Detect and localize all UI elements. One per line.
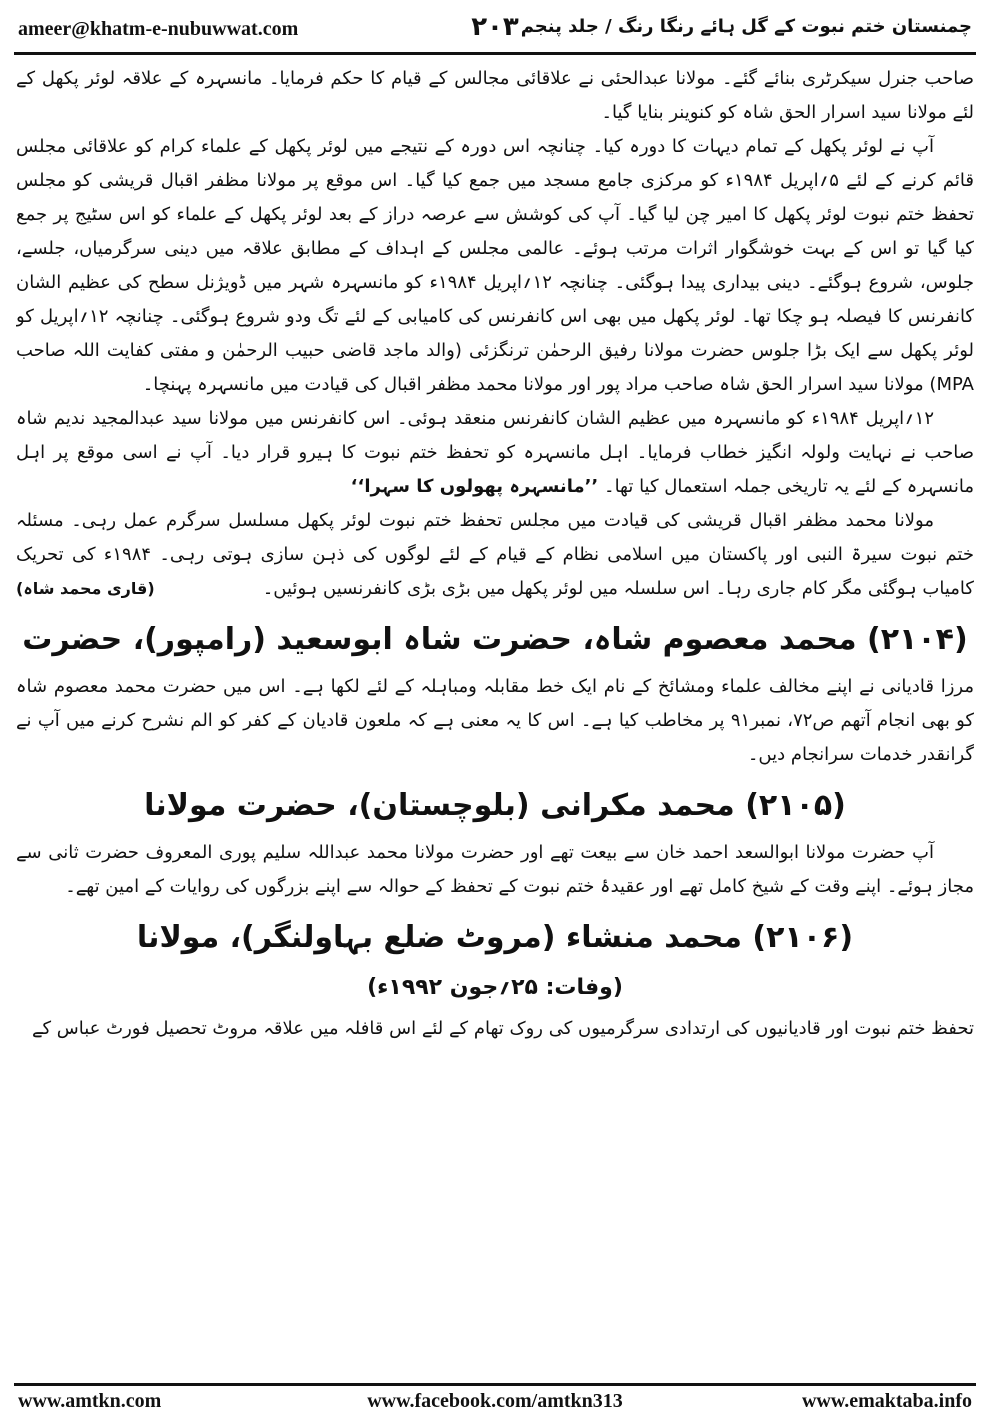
death-date: (وفات: ۲۵؍جون ۱۹۹۲ء) bbox=[367, 975, 623, 1000]
quote: ’’مانسہرہ پھولوں کا سہرا‘‘ bbox=[350, 476, 599, 497]
paragraph bbox=[16, 402, 974, 504]
paragraph: صاحب جنرل سیکرٹری بنائے گئے۔ مولانا عبدالحئی نے علاقائی مجالس کے قیام کا حکم فرمایا۔ مانسہرہ کے علاقہ لوئر پکھل کے لئے مولانا سید اسرار الحق شاہ کو کنوینر بنایا گیا۔ bbox=[16, 68, 974, 123]
paragraph bbox=[16, 504, 974, 606]
paragraph-text: ۱۲؍اپریل ۱۹۸۴ء کو مانسہرہ میں عظیم الشان کانفرنس منعقد ہوئی۔ اس کانفرنس میں مولانا سید عبدالمجید ندیم شاہ صاحب نے نہایت ولولہ انگیز خطاب فرمایا۔ اہل مانسہرہ کو تحفظ ختم نبوت کا ہیرو قرار دیا۔ آپ نے اسی موقع پر اہل مانسہرہ کے لئے یہ تاریخی جملہ استعمال کیا تھا۔ bbox=[16, 408, 974, 497]
book-title: چمنستان ختم نبوت کے گل ہائے رنگا رنگ / جلد پنجم bbox=[520, 16, 972, 37]
footer-link-emaktaba[interactable]: www.emaktaba.info bbox=[801, 1390, 972, 1412]
page-footer bbox=[14, 1390, 976, 1414]
paragraph-text: مولانا محمد مظفر اقبال قریشی کی قیادت میں مجلس تحفظ ختم نبوت لوئر پکھل مسلسل سرگرم عمل رہی۔ مسئلہ ختم نبوت سیرۃ النبی اور پاکستان میں اسلامی نظام کے قیام کے لئے لوگوں کی ذہن سازی ہوتی رہی۔ ۱۹۸۴ء کی تحریک کامیاب ہوگئی مگر کام جاری رہا۔ اس سلسلہ میں لوئر پکھل میں بڑی بڑی کانفرنسیں ہوئیں۔ bbox=[16, 510, 974, 599]
paragraph: آپ نے لوئر پکھل کے تمام دیہات کا دورہ کیا۔ چنانچہ اس دورہ کے نتیجے میں لوئر پکھل کے علماء کرام کو علاقائی مجلس قائم کرنے کے لئے ۵؍اپریل ۱۹۸۴ء کو مرکزی جامع مسجد میں جمع کیا گیا۔ اس موقع پر مولانا مظفر اقبال قریشی کو مجلس تحفظ ختم نبوت لوئر پکھل کا امیر چن لیا گیا۔ آپ کی کوشش سے عرصہ دراز کے بعد لوئر پکھل کے علماء کو اس سٹیج پر جمع کیا گیا تو اس کے بہت خوشگوار اثرات مرتب ہوئے۔ عالمی مجلس کے اہداف کے مطابق علاقہ میں دینی سرگرمیاں، جلسے، جلوس، شروع ہوگئے۔ دینی بیداری پیدا ہوگئی۔ چنانچہ ۱۲؍اپریل ۱۹۸۴ء کو مانسہرہ شہر میں ڈویژنل سطح کی عظیم الشان کانفرنس کا فیصلہ ہو چکا تھا۔ لوئر پکھل میں بھی اس کانفرنس کی کامیابی کے لئے تگ ودو شروع ہوگئی۔ چنانچہ ۱۲؍اپریل کو لوئر پکھل سے ایک بڑا جلوس حضرت مولانا رفیق الرحمٰن ترنگزئی (والد ماجد قاضی حبیب الرحمٰن و مفتی کفایت اللہ صاحب MPA) مولانا سید اسرار الحق شاہ صاحب مراد پور اور مولانا محمد مظفر اقبال کی قیادت میں مانسہرہ پہنچا۔ bbox=[16, 136, 974, 395]
footer-link-facebook[interactable]: www.facebook.com/amtkn313 bbox=[367, 1390, 623, 1412]
signature: (قاری محمد شاہ) bbox=[16, 579, 155, 598]
footer-divider bbox=[14, 1383, 976, 1386]
entry-heading: (۲۱۰۵) محمد مکرانی (بلوچستان)، حضرت مولانا bbox=[144, 788, 846, 823]
page-header bbox=[14, 8, 976, 52]
page-number: ۲۰۳ bbox=[471, 12, 519, 42]
entry-body: آپ حضرت مولانا ابوالسعد احمد خان سے بیعت تھے اور حضرت مولانا محمد عبداللہ سلیم پوری المعروف حضرت ثانی سے مجاز ہوئے۔ اپنے وقت کے شیخ کامل تھے اور عقیدۂ ختم نبوت کے تحفظ کے حوالہ سے اپنے بزرگوں کی روایات کے امین تھے۔ bbox=[16, 842, 974, 897]
footer-link-amtkn[interactable]: www.amtkn.com bbox=[18, 1390, 162, 1412]
entry-body: تحفظ ختم نبوت اور قادیانیوں کی ارتدادی سرگرمیوں کی روک تھام کے لئے اس قافلہ میں علاقہ مروٹ تحصیل فورٹ عباس کے bbox=[31, 1018, 974, 1039]
entry-heading: (۲۱۰۶) محمد منشاء (مروٹ ضلع بہاولنگر)، مولانا bbox=[136, 920, 854, 955]
header-divider bbox=[14, 52, 976, 55]
entry-heading: (۲۱۰۴) محمد معصوم شاہ، حضرت شاہ ابوسعید (رامپور)، حضرت bbox=[22, 622, 968, 657]
header-email[interactable]: ameer@khatm-e-nubuwwat.com bbox=[18, 18, 299, 40]
entry-body: مرزا قادیانی نے اپنے مخالف علماء ومشائخ کے نام ایک خط مقابلہ ومباہلہ کے لئے لکھا ہے۔ اس میں حضرت محمد معصوم شاہ کو بھی انجام آتھم ص۷۲، نمبر۹۱ پر مخاطب کیا ہے۔ اس کا یہ معنی ہے کہ ملعون قادیان کے کفر کو الم نشرح کرنے میں آپ نے گرانقدر خدمات سرانجام دیں۔ bbox=[16, 676, 974, 765]
page-body bbox=[16, 62, 974, 1378]
